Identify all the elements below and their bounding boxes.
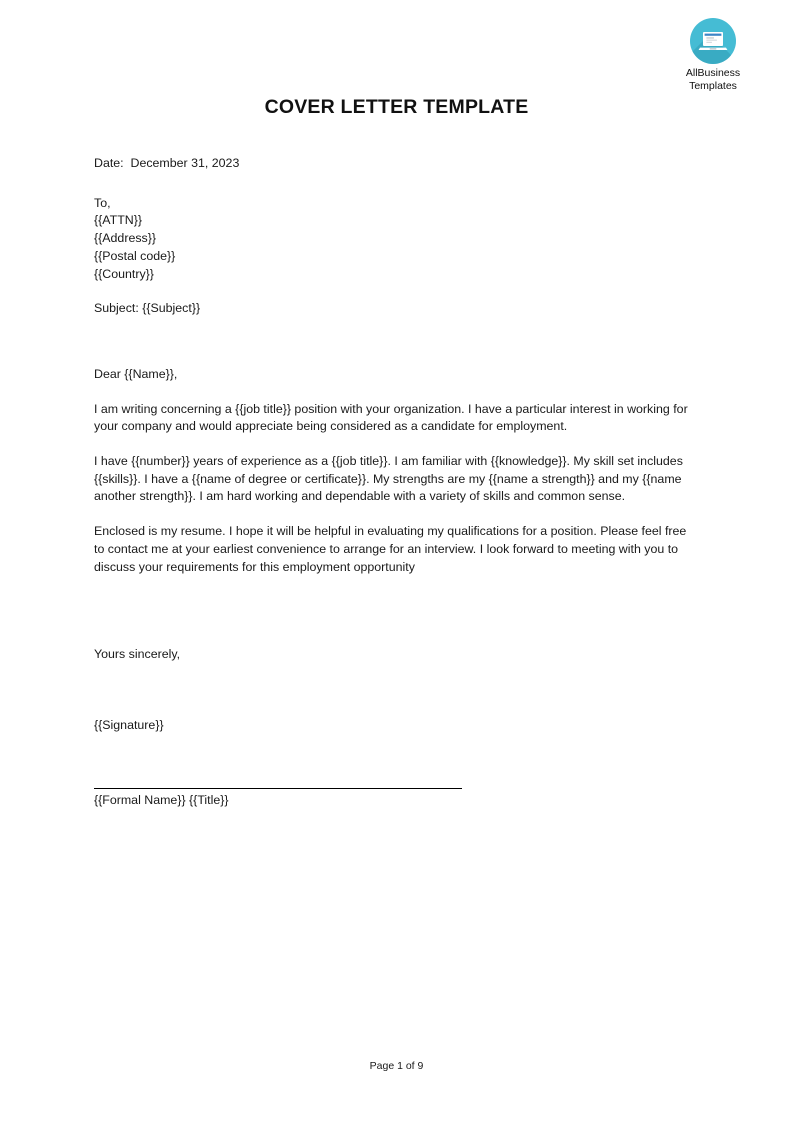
recipient-attn: {{ATTN}} [94,213,142,228]
salutation: Dear {{Name}}, [94,366,178,381]
letter-body [94,155,690,809]
recipient-country: {{Country}} [94,266,154,281]
spacer [94,283,690,300]
spacer [94,506,690,523]
brand-name [661,67,765,92]
spacer [94,384,690,401]
page-footer: Page 1 of 9 [369,1060,424,1072]
spacer [94,173,690,195]
spacer [94,576,690,624]
spacer [94,664,690,700]
body-paragraph-1: I am writing concerning a {{job title}} position with your organization. I have a particular interest in working for your company and would appreciate being considered as a candidate for employment. [94,401,688,434]
body-paragraph-3: Enclosed is my resume. I hope it will be helpful in evaluating my qualifications for a position. Please feel free to contact me at your earliest convenience to arrange for an interview. I look forward to meeting with you to discuss your requirements for this employment opportunity [94,524,687,574]
body-paragraph-2: I have {{number}} years of experience as a {{job title}}. I am familiar with {{knowledge}}. My skill set includes {{skills}}. I have a {{name of degree or certificate}}. My strengths are my {{name a strength}} and my {{name another strength}}. I am hard working and dependable with a variety of skills and common sense. [94,454,683,504]
subject-line: Subject: {{Subject}} [94,301,201,316]
signer-name-title: {{Formal Name}} {{Title}} [94,792,229,807]
spacer [94,624,690,646]
spacer [94,436,690,453]
signature-placeholder: {{Signature}} [94,717,164,732]
recipient-to-label: To, [94,195,111,210]
brand-name-line1: AllBusiness [685,67,741,79]
brand-logo-circle [690,18,736,64]
recipient-address: {{Address}} [94,231,157,246]
spacer [94,771,690,788]
recipient-postal-code: {{Postal code}} [94,248,176,263]
spacer [94,735,690,771]
page-title: COVER LETTER TEMPLATE [264,96,529,118]
brand-logo-block [661,18,765,92]
closing-line: Yours sincerely, [94,647,181,662]
date-line: Date: December 31, 2023 [94,156,240,170]
brand-name-line2: Templates [689,79,737,92]
laptop-icon [690,18,736,64]
spacer [94,700,690,717]
spacer [94,318,690,366]
signature-rule [94,788,462,789]
